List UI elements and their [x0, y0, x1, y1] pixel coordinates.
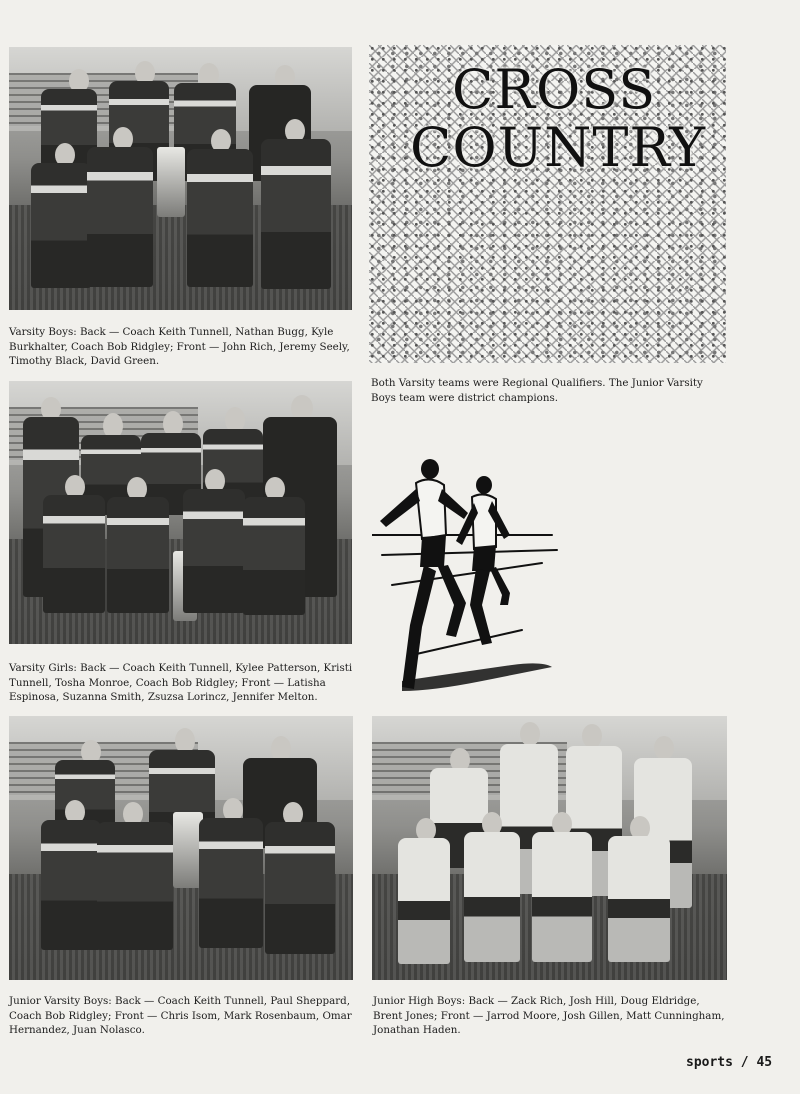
varsity-boys-photo [9, 47, 352, 310]
varsity-girls-caption: Varsity Girls: Back — Coach Keith Tunnell, Kylee Patterson, Kristi Tunnell, Tosha Monroe, Coach Bob Ridgley; Front — Latisha Espinosa, Suzanna Smith, Zsuzsa Lorincz, Jennifer Melton. [9, 662, 353, 703]
junior-high-boys-photo [372, 716, 727, 980]
intro-text: Both Varsity teams were Regional Qualifiers. The Junior Varsity Boys team were district champions. [371, 377, 703, 404]
varsity-girls-photo [9, 381, 352, 644]
runners-illustration [372, 455, 572, 705]
varsity-boys-caption: Varsity Boys: Back — Coach Keith Tunnell, Nathan Bugg, Kyle Burkhalter, Coach Bob Ridgley; Front — John Rich, Jeremy Seely, Timothy Black, David Green. [9, 326, 350, 367]
junior-high-boys-caption: Junior High Boys: Back — Zack Rich, Josh Hill, Doug Eldridge, Brent Jones; Front — Jarrod Moore, Josh Gillen, Matt Cunningham, Jonathan Haden. [373, 995, 725, 1036]
page-title-line-1: CROSS [452, 58, 657, 121]
junior-varsity-boys-photo [9, 716, 353, 980]
page-title-line-2: COUNTRY [410, 116, 707, 179]
page-folio: sports / 45 [686, 1055, 773, 1070]
junior-varsity-boys-caption: Junior Varsity Boys: Back — Coach Keith Tunnell, Paul Sheppard, Coach Bob Ridgley; Front — Chris Isom, Mark Rosenbaum, Omar Hernandez, Juan Nolasco. [9, 995, 352, 1036]
